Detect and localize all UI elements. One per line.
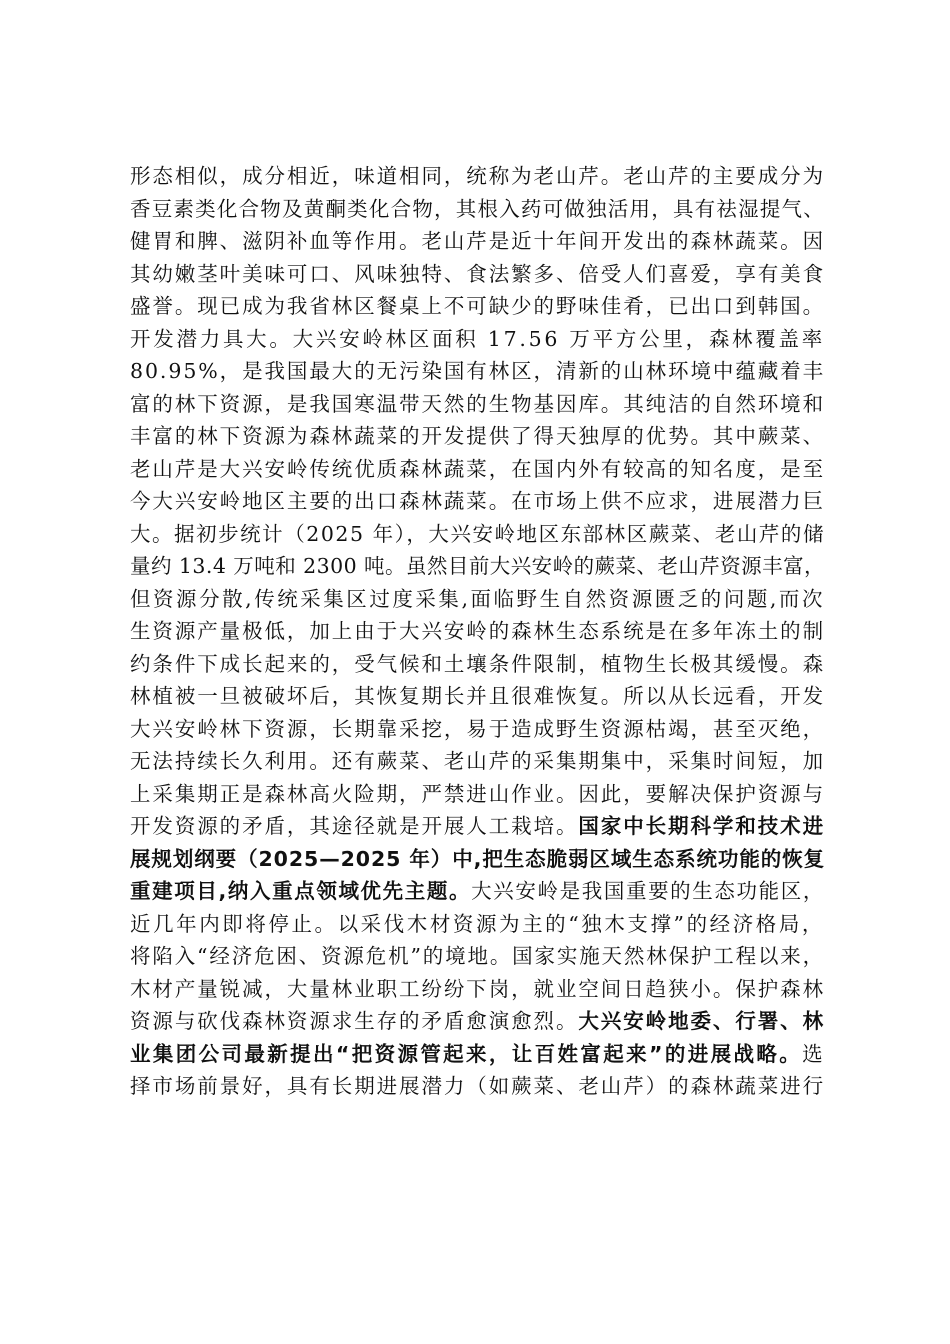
text-line [130, 258, 825, 291]
text-line [130, 875, 825, 908]
text-segment: 无法持续长久利用。还有蕨菜、老山芹的采集期集中，采集时间短，加 [130, 749, 825, 773]
text-segment: 将陷入“经济危困、资源危机”的境地。国家实施天然林保护工程以来， [130, 944, 825, 968]
text-segment: 近几年内即将停止。以采伐木材资源为主的“独木支撑”的经济格局， [130, 911, 825, 936]
text-segment: 资源与砍伐森林资源求生存的矛盾愈演愈烈。 [130, 1009, 579, 1033]
text-segment: 今大兴安岭地区主要的出口森林蔬菜。在市场上供不应求，进展潜力巨 [130, 489, 825, 513]
text-line [130, 453, 825, 486]
text-line [130, 745, 825, 778]
text-line [130, 518, 825, 551]
text-line [130, 908, 825, 941]
text-line [130, 680, 825, 713]
text-segment: 大。据初步统计（2025 年），大兴安岭地区东部林区蕨菜、老山芹的储 [130, 521, 825, 546]
text-line [130, 615, 825, 648]
text-segment: 生资源产量极低，加上由于大兴安岭的森林生态系统是在多年冻土的制 [130, 619, 825, 643]
text-line [130, 290, 825, 323]
text-line [130, 355, 825, 388]
text-segment: 但资源分散,传统采集区过度采集,面临野生自然资源匮乏的问题,而次 [130, 586, 825, 611]
text-line [130, 973, 825, 1006]
text-segment: 上采集期正是森林高火险期，严禁进山作业。因此，要解决保护资源与 [130, 781, 825, 806]
text-line [130, 225, 825, 258]
text-line [130, 160, 825, 193]
text-segment: 盛誉。现已成为我省林区餐桌上不可缺少的野味佳肴，已出口到韩国。 [130, 294, 825, 318]
text-line [130, 550, 825, 583]
text-segment: 形态相似，成分相近，味道相同，统称为老山芹。老山芹的主要成分为 [130, 164, 825, 188]
text-line [130, 1005, 825, 1038]
text-line [130, 485, 825, 518]
text-segment: 大兴安岭是我国重要的生态功能区， [471, 879, 825, 903]
text-segment: 开发资源的矛盾，其途径就是开展人工栽培。 [130, 814, 579, 838]
text-segment: 木材产量锐减，大量林业职工纷纷下岗，就业空间日趋狭小。保护森林 [130, 976, 825, 1001]
text-line [130, 420, 825, 453]
text-line [130, 778, 825, 811]
text-line [130, 1038, 825, 1071]
text-segment: 选 [802, 1041, 825, 1066]
body-paragraph [130, 160, 825, 1103]
text-segment: 开发潜力具大。大兴安岭林区面积 17.56 万平方公里，森林覆盖率 [130, 326, 825, 351]
bold-text-segment: 展规划纲要（2025—2025 年）中,把生态脆弱区域生态系统功能的恢复 [130, 846, 825, 871]
text-line [130, 323, 825, 356]
bold-text-segment: 重建项目,纳入重点领域优先主题。 [130, 879, 472, 903]
text-segment: 健胃和脾、滋阴补血等作用。老山芹是近十年间开发出的森林蔬菜。因 [130, 229, 825, 253]
text-segment: 量约 13.4 万吨和 2300 吨。虽然目前大兴安岭的蕨菜、老山芹资源丰富， [130, 554, 825, 578]
text-segment: 其幼嫩茎叶美味可口、风味独特、食法繁多、倍受人们喜爱，享有美食 [130, 261, 825, 286]
text-segment: 80.95%，是我国最大的无污染国有林区，清新的山林环境中蕴藏着丰 [130, 359, 825, 383]
text-line [130, 843, 825, 876]
text-segment: 富的林下资源，是我国寒温带天然的生物基因库。其纯洁的自然环境和 [130, 391, 825, 416]
text-line [130, 193, 825, 226]
text-segment: 约条件下成长起来的，受气候和土壤条件限制，植物生长极其缓慢。森 [130, 651, 825, 676]
text-segment: 老山芹是大兴安岭传统优质森林蔬菜，在国内外有较高的知名度，是至 [130, 456, 825, 481]
text-segment: 择市场前景好，具有长期进展潜力（如蕨菜、老山芹）的森林蔬菜进行 [130, 1074, 825, 1098]
bold-text-segment: 国家中长期科学和技术进 [578, 814, 825, 838]
text-segment: 大兴安岭林下资源，长期靠采挖，易于造成野生资源枯竭，甚至灭绝， [130, 716, 825, 741]
text-segment: 林植被一旦被破坏后，其恢复期长并且很难恢复。所以从长远看，开发 [130, 684, 825, 708]
bold-text-segment: 业集团公司最新提出“把资源管起来，让百姓富起来”的进展战略。 [130, 1041, 803, 1066]
text-line [130, 1070, 825, 1103]
text-line [130, 388, 825, 421]
bold-text-segment: 大兴安岭地委、行署、林 [578, 1009, 825, 1033]
text-segment: 丰富的林下资源为森林蔬菜的开发提供了得天独厚的优势。其中蕨菜、 [130, 424, 825, 448]
text-segment: 香豆素类化合物及黄酮类化合物，其根入药可做独活用，具有祛湿提气、 [130, 196, 825, 221]
text-line [130, 583, 825, 616]
text-line [130, 940, 825, 973]
text-line [130, 713, 825, 746]
text-line [130, 810, 825, 843]
text-line [130, 648, 825, 681]
